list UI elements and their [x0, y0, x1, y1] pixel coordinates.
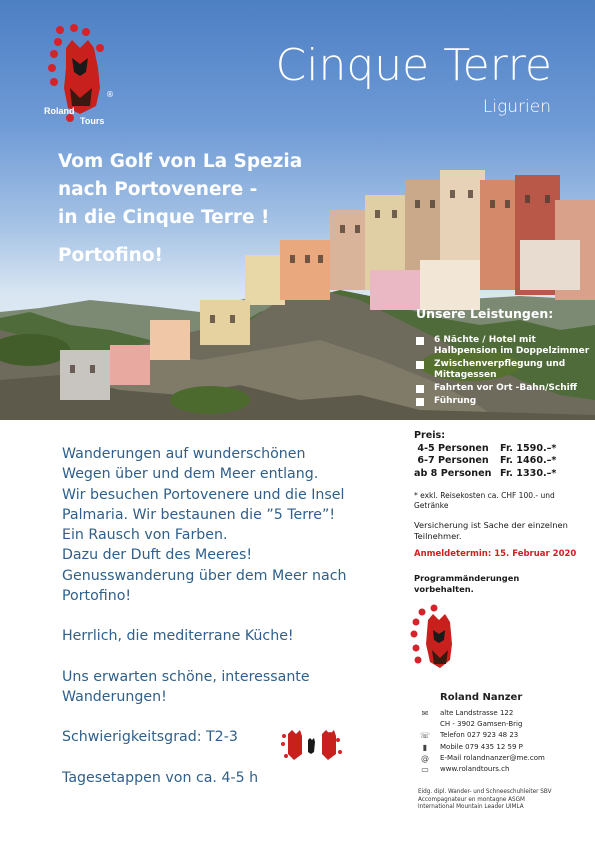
contact-line: ✉ alte Landstrasse 122	[418, 708, 588, 719]
spacer	[62, 606, 392, 626]
services-list	[410, 306, 590, 409]
checkbox-icon	[416, 337, 424, 345]
contact-name: Roland Nanzer	[440, 692, 523, 703]
description-line: Portofino!	[62, 588, 132, 605]
services-heading: Unsere Leistungen:	[416, 306, 554, 321]
price-value: Fr. 1590.–*	[500, 442, 557, 454]
headline-highlight: Portofino!	[58, 245, 163, 266]
mail-icon: ✉	[421, 709, 429, 718]
price-group: 6-7 Personen	[414, 455, 489, 466]
contact-block	[418, 692, 588, 775]
mobile-icon: ▮	[422, 742, 428, 752]
checkbox-icon	[416, 385, 424, 393]
description-line: Herrlich, die mediterrane Küche!	[62, 628, 294, 645]
brand-name-part2: Tours	[80, 116, 105, 126]
description-line: Ein Rausch von Farben.	[62, 527, 228, 544]
page-subtitle: Ligurien	[482, 97, 551, 117]
difficulty-logos	[280, 728, 346, 766]
description-line: Wegen über und dem Meer entlang.	[62, 466, 319, 483]
spacer	[62, 707, 392, 727]
price-value: Fr. 1460.–*	[500, 455, 557, 466]
price-group: 4-5 Personen	[414, 442, 489, 454]
service-item: Fahrten vor Ort -Bahn/Schiff	[410, 383, 590, 394]
service-item: Zwischenverpflegung und Mittagessen	[410, 359, 590, 381]
description-line: Wir besuchen Portovenere und die Insel	[62, 486, 345, 503]
contact-line: CH - 3902 Gamsen-Brig	[440, 720, 523, 729]
web-icon: ▭	[421, 765, 429, 775]
changes-note: Programmänderungen vorbehalten.	[414, 573, 520, 594]
price-row	[414, 443, 594, 456]
fox-logo-icon	[280, 728, 346, 766]
credential-line: Accompagnateur en montagne ASGM	[418, 796, 525, 803]
price-group: ab 8 Personen	[414, 467, 492, 479]
headline-line: Vom Golf von La Spezia	[58, 151, 303, 172]
checkbox-icon	[416, 361, 424, 369]
description-line: Genusswanderung über dem Meer nach	[62, 567, 347, 584]
contact-line-email[interactable]: @ E-Mail rolandnanzer@me.com	[418, 753, 588, 764]
phone-icon: ☏	[419, 731, 430, 741]
credential-line: International Mountain Leader UIMLA	[418, 804, 524, 811]
pricing-label: Preis:	[414, 430, 446, 441]
price-row	[414, 455, 594, 468]
contact-line: ▮ Mobile 079 435 12 59 P	[418, 742, 588, 753]
registration-deadline: Anmeldetermin: 15. Februar 2020	[414, 549, 577, 559]
stages-label: Tagesetappen von ca. 4-5 h	[62, 769, 259, 786]
price-footnote: * exkl. Reisekosten ca. CHF 100.- und Getränke	[414, 491, 555, 510]
brand-name-part1: Roland	[44, 106, 75, 116]
page-title: Cinque Terre	[275, 40, 552, 91]
hero-photo	[0, 0, 595, 420]
description-line: Wanderungen auf wunderschönen	[62, 446, 306, 462]
registered-mark: ®	[106, 90, 114, 99]
insurance-note: Versicherung ist Sache der einzelnen Teilnehmer.	[414, 520, 568, 541]
description-line: Palmaria. Wir bestaunen die ”5 Terre”!	[62, 506, 336, 523]
pricing-block	[414, 430, 594, 480]
checkbox-icon	[416, 398, 424, 406]
roland-tours-logo-small	[408, 604, 468, 682]
headline-line: nach Portovenere -	[58, 179, 258, 200]
service-item: Führung	[410, 396, 590, 407]
description-line: Uns erwarten schöne, interessante	[62, 668, 310, 685]
roland-tours-logo	[40, 18, 120, 130]
contact-line: ☏ Telefon 027 923 48 23	[419, 731, 519, 741]
credential-line: Eidg. dipl. Wander- und Schneeschuhleiter SBV	[418, 789, 552, 795]
contact-line-website[interactable]: ▭ www.rolandtours.ch	[418, 764, 588, 775]
service-item: 6 Nächte / Hotel mit Halbpension im Doppelzimmer	[410, 335, 590, 357]
spacer	[62, 647, 392, 667]
price-value: Fr. 1330.–*	[500, 467, 557, 479]
difficulty-label: Schwierigkeitsgrad: T2-3	[62, 729, 238, 746]
headline	[58, 148, 358, 270]
credentials	[418, 789, 588, 812]
description-line: Wanderungen!	[62, 688, 167, 705]
fox-logo-icon	[408, 604, 468, 682]
price-row	[414, 468, 594, 481]
description-line: Dazu der Duft des Meeres!	[62, 547, 253, 564]
email-icon: @	[421, 753, 429, 763]
headline-line: in die Cinque Terre !	[58, 207, 270, 228]
